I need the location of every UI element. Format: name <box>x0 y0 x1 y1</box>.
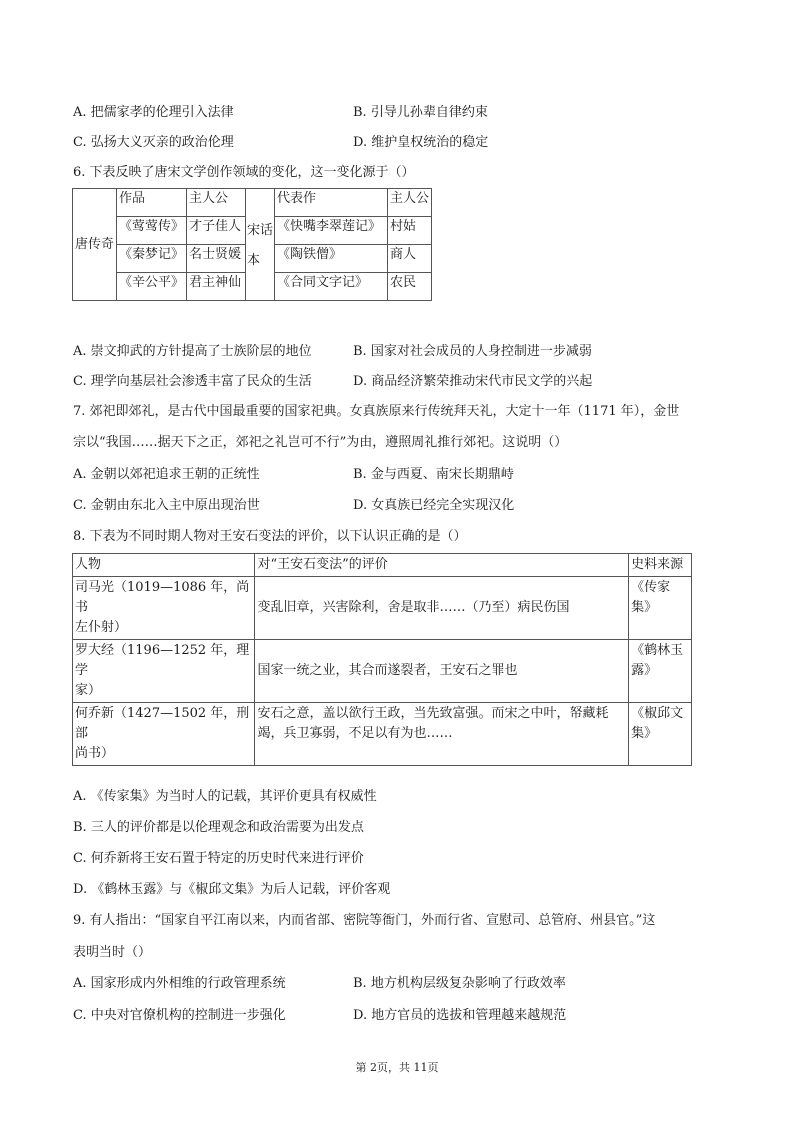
q8-row1-source-line1: 《传家 <box>631 580 671 595</box>
q8-row1-person-line2: 左仆射） <box>75 620 128 635</box>
q6-cell: 农民 <box>388 273 432 301</box>
q6-left-group: 唐传奇 <box>73 189 117 301</box>
page-footer: 第 2页，共 11页 <box>355 1061 439 1074</box>
q7-option-c: C. 金朝由东北入主中原出现治世 <box>73 498 260 513</box>
q8-row3-source-line1: 《椒邱文 <box>631 706 684 721</box>
q6-option-a: A. 崇文抑武的方针提高了士族阶层的地位 <box>73 344 312 359</box>
q6-right-group <box>246 189 275 301</box>
q9-option-a: A. 国家形成内外相维的行政管理系统 <box>73 976 286 991</box>
q8-row1-source <box>629 577 692 640</box>
q9-stem-line1: 9. 有人指出：“国家自平江南以来，内而省部、密院等衙门，外而行省、宣慰司、总管府、州县官。”这 <box>73 913 656 928</box>
q6-cell: 《辛公平》 <box>117 273 187 301</box>
q6-header-cell: 作品 <box>117 189 187 217</box>
q6-cell: 《陶铁僧》 <box>275 245 388 273</box>
q6-cell: 《快嘴李翠莲记》 <box>275 217 388 245</box>
q8-row3-comment-line1: 安石之意，盖以欲行王政，当先致富强。而宋之中叶，帑藏耗 <box>257 706 609 721</box>
q8-row1-comment: 变乱旧章，兴害除利，舍是取非……（乃至）病民伤国 <box>255 577 629 640</box>
q6-cell: 商人 <box>388 245 432 273</box>
q6-header-cell: 代表作 <box>275 189 388 217</box>
q8-header-person: 人物 <box>73 554 255 577</box>
q6-option-c: C. 理学向基层社会渗透丰富了民众的生活 <box>73 374 312 389</box>
q6-cell: 名士贤媛 <box>187 245 246 273</box>
q8-row3-person-line1: 何乔新（1427—1502 年，刑部 <box>75 706 250 741</box>
q5-option-a: A. 把儒家孝的伦理引入法律 <box>73 105 234 120</box>
q9-option-b: B. 地方机构层级复杂影响了行政效率 <box>353 976 566 991</box>
q8-row3-person <box>73 703 255 766</box>
q8-header-comment: 对“王安石变法”的评价 <box>255 554 629 577</box>
q6-cell: 君主神仙 <box>187 273 246 301</box>
q8-row3-comment <box>255 703 629 766</box>
q5-option-d: D. 维护皇权统治的稳定 <box>353 135 489 150</box>
q8-row2-source <box>629 640 692 703</box>
q8-option-c: C. 何乔新将王安石置于特定的历史时代来进行评价 <box>73 851 364 866</box>
q6-header-cell: 主人公 <box>187 189 246 217</box>
q8-row2-source-line2: 露》 <box>631 663 658 678</box>
q7-stem-line2: 宗以“我国……据天下之正，郊祀之礼岂可不行”为由，遵照周礼推行郊祀。这说明（） <box>73 435 568 450</box>
q9-stem-line2: 表明当时（） <box>73 945 152 960</box>
q6-cell: 才子佳人 <box>187 217 246 245</box>
q6-header-cell: 主人公 <box>388 189 432 217</box>
q8-row3-person-line2: 尚书） <box>75 746 115 761</box>
q9-option-d: D. 地方官员的选拔和管理越来越规范 <box>353 1008 567 1023</box>
q8-row2-person <box>73 640 255 703</box>
q5-option-b: B. 引导儿孙辈自律约束 <box>353 105 488 120</box>
q7-option-d: D. 女真族已经完全实现汉化 <box>353 498 515 513</box>
q8-row3-source-line2: 集》 <box>631 726 658 741</box>
q8-row2-source-line1: 《鹤林玉 <box>631 643 684 658</box>
q7-option-a: A. 金朝以郊祀追求王朝的正统性 <box>73 467 260 482</box>
q8-row3-source <box>629 703 692 766</box>
q6-cell: 《莺莺传》 <box>117 217 187 245</box>
q8-table <box>72 553 692 766</box>
q6-cell: 村姑 <box>388 217 432 245</box>
q6-stem: 6. 下表反映了唐宋文学创作领域的变化，这一变化源于（） <box>73 165 415 180</box>
q8-row3-comment-line2: 竭，兵卫寡弱，不足以有为也…… <box>257 726 453 741</box>
q8-row1-person-line1: 司马光（1019—1086 年，尚书 <box>75 580 250 615</box>
q8-row2-person-line1: 罗大经（1196—1252 年，理学 <box>75 643 250 678</box>
q8-row2-person-line2: 家） <box>75 683 102 698</box>
q7-stem-line1: 7. 郊祀即郊礼，是古代中国最重要的国家祀典。女真族原来行传统拜天礼，大定十一年（1171 年），金世 <box>73 404 680 419</box>
q8-row1-source-line2: 集》 <box>631 600 658 615</box>
q8-option-a: A. 《传家集》为当时人的记载，其评价更具有权威性 <box>73 789 377 804</box>
q6-option-b: B. 国家对社会成员的人身控制进一步减弱 <box>353 344 592 359</box>
q5-option-c: C. 弘扬大义灭亲的政治伦理 <box>73 135 234 150</box>
q8-option-d: D. 《鹤林玉露》与《椒邱文集》为后人记载，评价客观 <box>73 882 391 897</box>
q6-right-group-label: 宋话本 <box>247 223 274 268</box>
q6-cell: 《合同文字记》 <box>275 273 388 301</box>
q8-option-b: B. 三人的评价都是以伦理观念和政治需要为出发点 <box>73 820 364 835</box>
q8-row2-comment: 国家一统之业，其合而遂裂者，王安石之罪也 <box>255 640 629 703</box>
q8-header-source: 史料来源 <box>629 554 692 577</box>
q8-stem: 8. 下表为不同时期人物对王安石变法的评价，以下认识正确的是（） <box>73 529 467 544</box>
q6-option-d: D. 商品经济繁荣推动宋代市民文学的兴起 <box>353 374 593 389</box>
q8-row1-person <box>73 577 255 640</box>
q7-option-b: B. 金与西夏、南宋长期鼎峙 <box>353 467 514 482</box>
q6-table <box>72 188 432 301</box>
q6-cell: 《秦梦记》 <box>117 245 187 273</box>
q9-option-c: C. 中央对官僚机构的控制进一步强化 <box>73 1008 286 1023</box>
